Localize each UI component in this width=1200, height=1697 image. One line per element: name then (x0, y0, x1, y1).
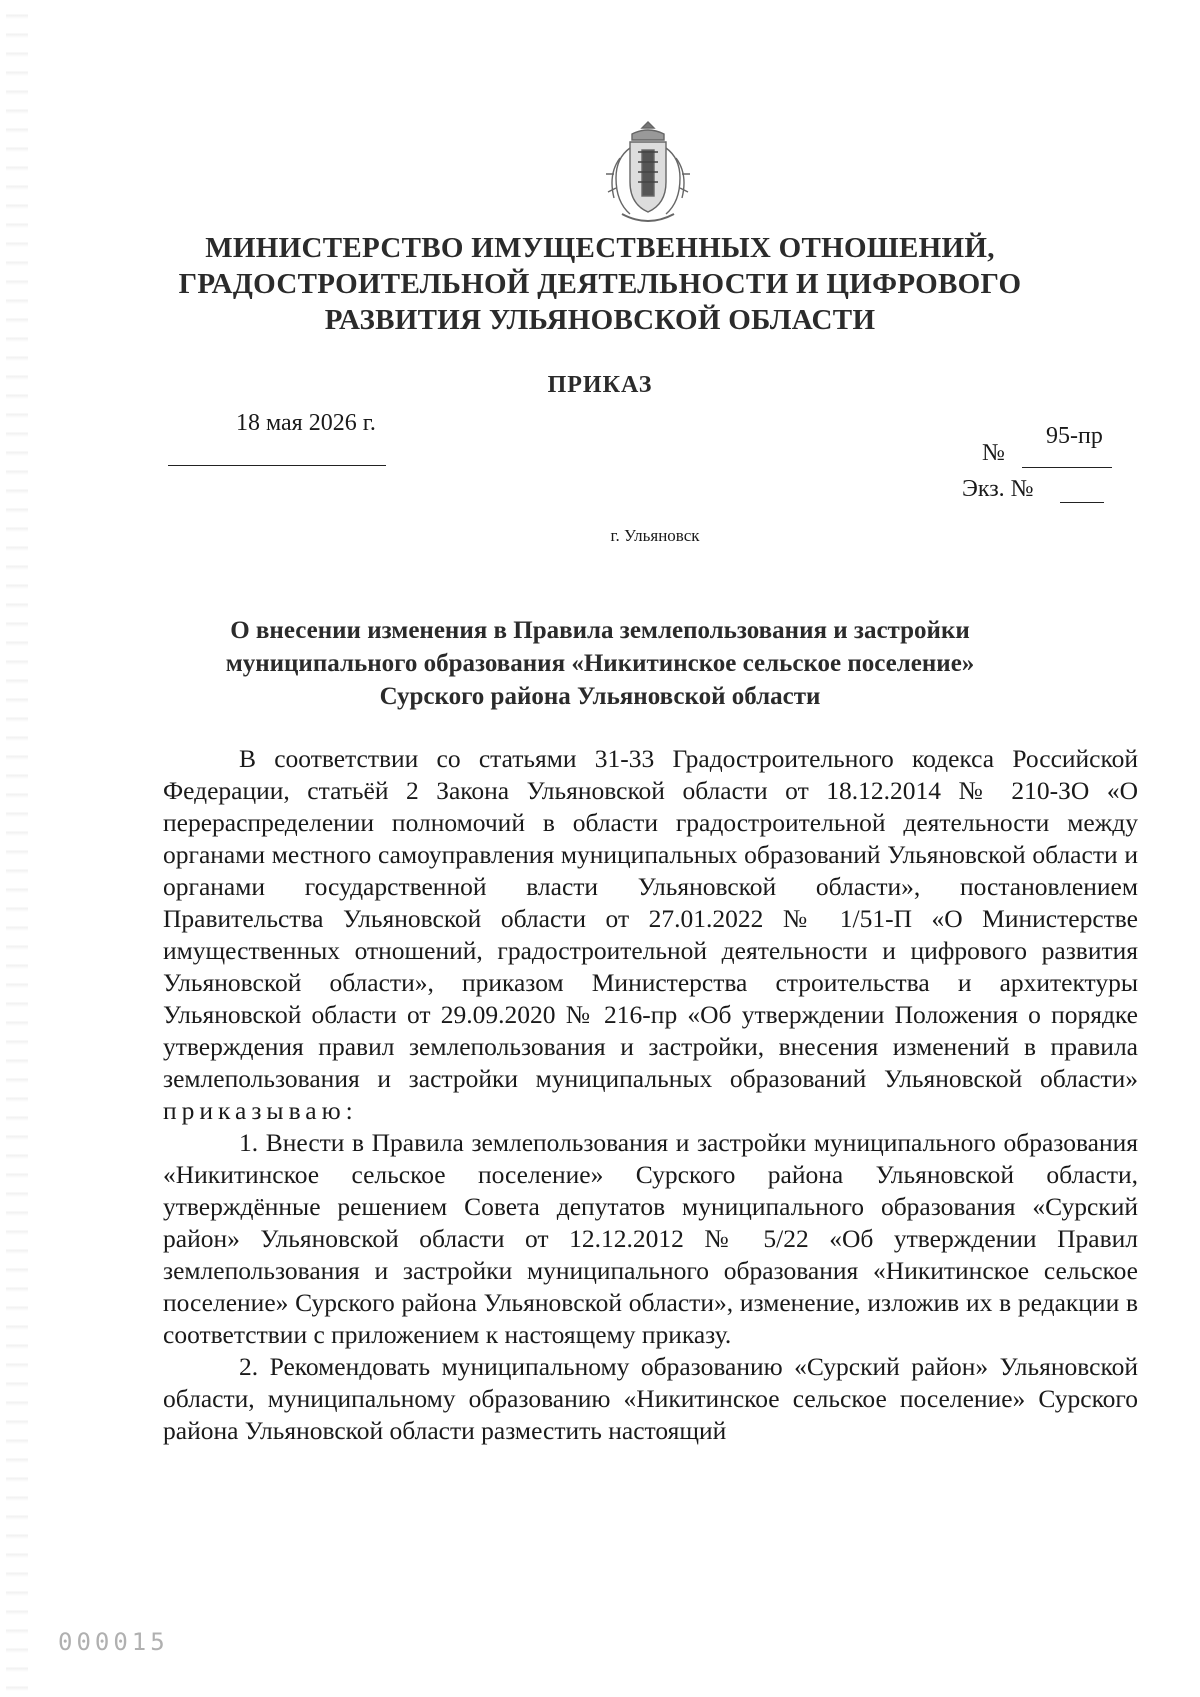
item-1-paragraph: 1. Внести в Правила землепользования и застройки муниципального образования «Никитинское сельское поселение» Сурского района Ульяновской области, утверждённые решением Совета депутатов муниципального образования «Сурский район» Ульяновской области от 12.12.2012 № 5/22 «Об утверждении Правил землепользования и застройки муниципального образования «Никитинское сельское поселение» Сурского района Ульяновской области», изменение, изложив их в редакции в соответствии с приложением к настоящему приказу. (163, 1128, 1138, 1349)
item-2-paragraph: 2. Рекомендовать муниципальному образованию «Сурский район» Ульяновской области, муниципальному образованию «Никитинское сельское поселение» Сурского района Ульяновской области разместить настоящий (163, 1352, 1138, 1445)
city-name: г. Ульяновск (610, 526, 700, 545)
copy-number-label: Экз. № (962, 476, 1034, 502)
order-body (163, 743, 1138, 1447)
archive-page-number: 000015 (58, 1628, 169, 1656)
date-underline (168, 465, 386, 466)
order-date: 18 мая 2026 г. (236, 410, 376, 436)
preamble-text: В соответствии со статьями 31-33 Градостроительного кодекса Российской Федерации, статьёй 2 Закона Ульяновской области от 18.12.2014 № 210-ЗО «О перераспределении полномочий в области градостроительной деятельности между органами местного самоуправления муниципальных образований Ульяновской области и органами государственной власти Ульяновской области», постановлением Правительства Ульяновской области от 27.01.2022 № 1/51-П «О Министерстве имущественных отношений, градостроительной деятельности и цифрового развития Ульяновской области», приказом Министерства строительства и архитектуры Ульяновской области от 29.09.2020 № 216-пр «Об утверждении Положения о порядке утверждения правил землепользования и застройки, внесения изменений в правила землепользования и застройки муниципальных образований Ульяновской области» (163, 744, 1138, 1093)
order-word: приказываю: (163, 1096, 358, 1125)
order-subject (0, 614, 1200, 713)
document-type-title: ПРИКАЗ (547, 372, 653, 398)
ministry-line-2: ГРАДОСТРОИТЕЛЬНОЙ ДЕЯТЕЛЬНОСТИ И ЦИФРОВОГО (178, 268, 1022, 300)
subject-line-1: О внесении изменения в Правила землепользования и застройки (230, 617, 970, 644)
ministry-line-3: РАЗВИТИЯ УЛЬЯНОВСКОЙ ОБЛАСТИ (324, 304, 876, 336)
subject-line-2: муниципального образования «Никитинское сельское поселение» (225, 650, 975, 677)
subject-line-3: Сурского района Ульяновской области (379, 683, 821, 710)
preamble-paragraph (163, 743, 1138, 1127)
order-number-underline (1022, 467, 1112, 468)
coat-of-arms-emblem (602, 118, 694, 228)
copy-number-underline (1060, 502, 1104, 503)
order-number-value: 95-пр (1046, 423, 1103, 449)
ministry-line-1: МИНИСТЕРСТВО ИМУЩЕСТВЕННЫХ ОТНОШЕНИЙ, (205, 232, 995, 264)
order-number-label: № (982, 440, 1005, 466)
ministry-name (0, 230, 1200, 338)
